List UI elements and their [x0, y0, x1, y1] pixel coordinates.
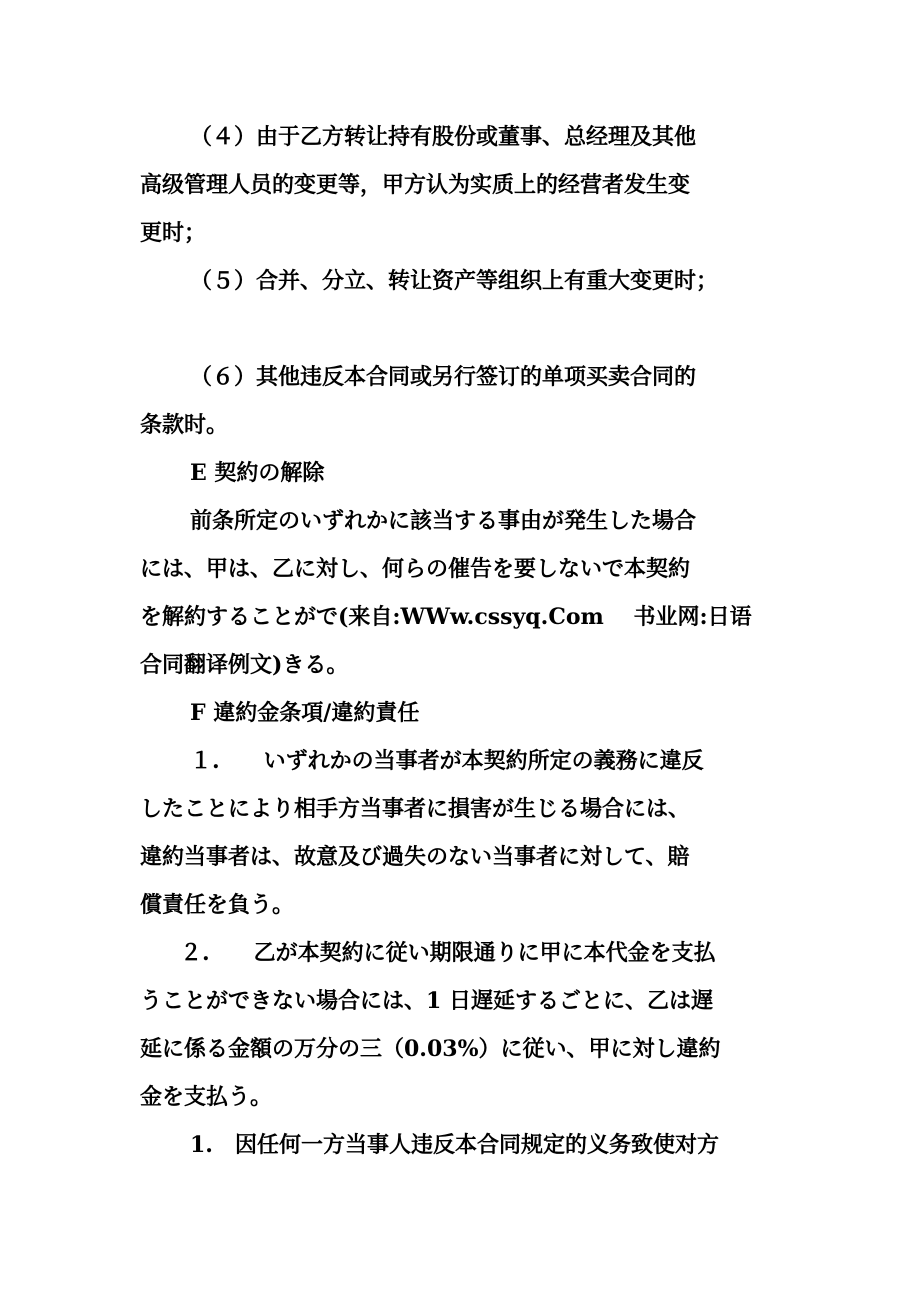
text-line: （４）由于乙方转让持有股份或董事、总经理及其他 [190, 124, 697, 150]
text-line: 合同翻译例文)きる。 [140, 652, 349, 678]
text-line: ２. 乙が本契約に従い期限通りに甲に本代金を支払 [180, 940, 716, 966]
text-line: を解約することがで(来自:WWw.cssyq.Com 书业网:日语 [140, 604, 752, 630]
section-heading: F 違約金条項/違約責任 [190, 700, 420, 726]
text-line: （６）其他违反本合同或另行签订的单项买卖合同的 [190, 364, 697, 390]
text-line: うことができない場合には、1 日遅延するごとに、乙は遅 [140, 988, 713, 1014]
text-line: 高级管理人员的变更等，甲方认为实质上的经营者发生变 [140, 172, 691, 198]
section-heading: E 契約の解除 [190, 460, 325, 486]
text-line: 違約当事者は、故意及び過失のない当事者に対して、賠 [140, 844, 690, 870]
text-line: したことにより相手方当事者に損害が生じる場合には、 [140, 796, 691, 822]
text-line: 前条所定のいずれかに該当する事由が発生した場合 [190, 508, 697, 534]
text-line: 金を支払う。 [140, 1084, 273, 1110]
text-line: 条款时。 [140, 412, 229, 438]
text-line: 1. 因任何一方当事人违反本合同规定的义务致使对方 [190, 1132, 719, 1158]
text-line: 償責任を負う。 [140, 892, 295, 918]
text-line: には、甲は、乙に対し、何らの催告を要しないで本契約 [140, 556, 691, 582]
text-line: 更时； [140, 220, 207, 246]
text-line: １. いずれかの当事者が本契約所定の義務に違反 [190, 748, 704, 774]
text-line: （５）合并、分立、转让资产等组织上有重大变更时； [190, 268, 719, 294]
text-line: 延に係る金額の万分の三（0.03%）に従い、甲に対し違約 [140, 1036, 721, 1062]
